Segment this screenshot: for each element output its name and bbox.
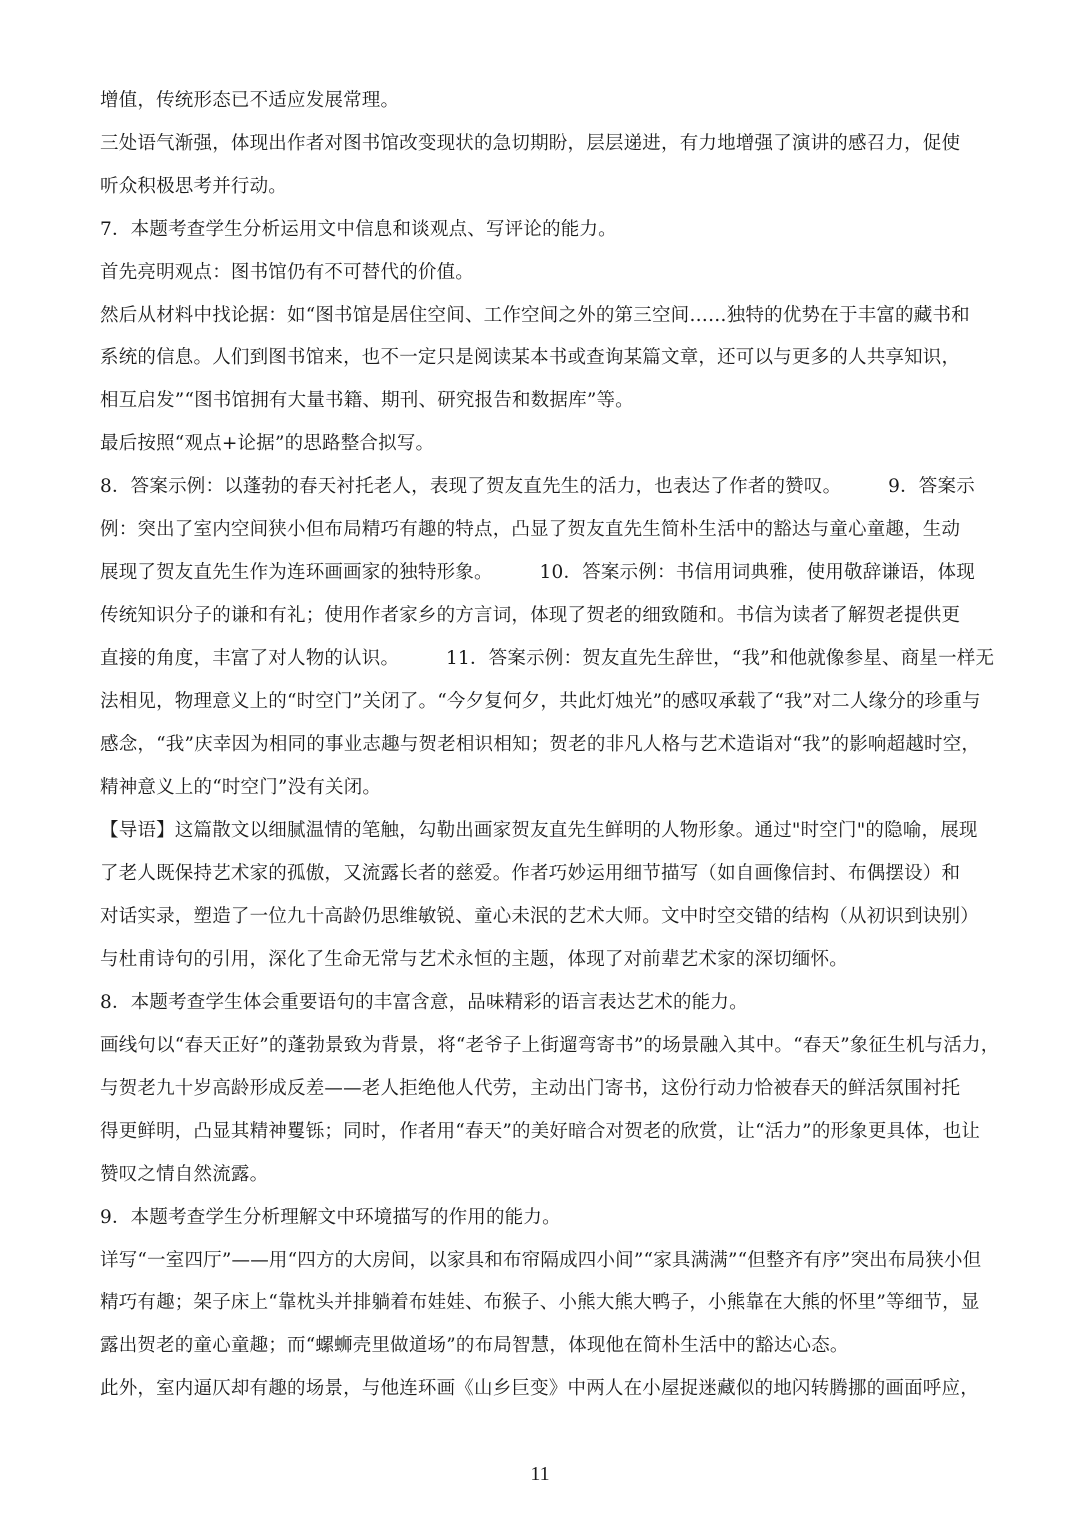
text-line: 与贺老九十岁高龄形成反差——老人拒绝他人代劳，主动出门寄书，这份行动力恰被春天的鲜活氛围衬托 xyxy=(100,1078,961,1099)
text-line: 首先亮明观点：图书馆仍有不可替代的价值。 xyxy=(100,262,475,283)
text-line: 9．本题考查学生分析理解文中环境描写的作用的能力。 xyxy=(100,1207,561,1228)
text-line: 系统的信息。人们到图书馆来，也不一定只是阅读某本书或查询某篇文章，还可以与更多的人共享知识， xyxy=(100,347,961,368)
text-line: 精巧有趣；架子床上“靠枕头并排躺着布娃娃、布猴子、小熊大熊大鸭子，小熊靠在大熊的怀里”等细节，显 xyxy=(100,1292,980,1313)
text-line: 此外，室内逼仄却有趣的场景，与他连环画《山乡巨变》中两人在小屋捉迷藏似的地闪转腾挪的画面呼应， xyxy=(100,1378,979,1399)
page-number: 11 xyxy=(530,1463,550,1485)
text-line: 感念，“我”庆幸因为相同的事业志趣与贺老相识相知；贺老的非凡人格与艺术造诣对“我”的影响超越时空， xyxy=(100,734,981,755)
text-line: 对话实录，塑造了一位九十高龄仍思维敏锐、童心未泯的艺术大师。文中时空交错的结构（从初识到诀别） xyxy=(100,906,979,927)
text-line: 法相见，物理意义上的“时空门”关闭了。“今夕复何夕，共此灯烛光”的感叹承载了“我”对二人缘分的珍重与 xyxy=(100,691,981,712)
text-line: 露出贺老的童心童趣；而“螺蛳壳里做道场”的布局智慧，体现他在简朴生活中的豁达心态。 xyxy=(100,1335,849,1356)
text-line: 【导语】这篇散文以细腻温情的笔触，勾勒出画家贺友直先生鲜明的人物形象。通过"时空门"的隐喻，展现 xyxy=(100,820,978,841)
text-line: 8．答案示例：以蓬勃的春天衬托老人，表现了贺友直先生的活力，也表达了作者的赞叹。 9．答案示 xyxy=(100,476,975,497)
text-line: 三处语气渐强，体现出作者对图书馆改变现状的急切期盼，层层递进，有力地增强了演讲的感召力，促使 xyxy=(100,133,961,154)
text-line: 画线句以“春天正好”的蓬勃景致为背景，将“老爷子上街遛弯寄书”的场景融入其中。“春天”象征生机与活力， xyxy=(100,1035,1000,1056)
text-line: 详写“一室四厅”——用“四方的大房间，以家具和布帘隔成四小间”“家具满满”“但整齐有序”突出布局狭小但 xyxy=(100,1250,982,1271)
text-line: 直接的角度，丰富了对人物的认识。 11．答案示例：贺友直先生辞世，“我”和他就像参星、商星一样无 xyxy=(100,648,995,669)
text-line: 得更鲜明，凸显其精神矍铄；同时，作者用“春天”的美好暗合对贺老的欣赏，让“活力”的形象更具体，也让 xyxy=(100,1121,981,1142)
text-line: 了老人既保持艺术家的孤傲，又流露长者的慈爱。作者巧妙运用细节描写（如自画像信封、布偶摆设）和 xyxy=(100,863,961,884)
text-line: 展现了贺友直先生作为连环画画家的独特形象。 10．答案示例：书信用词典雅，使用敬辞谦语，体现 xyxy=(100,562,975,583)
text-line: 精神意义上的“时空门”没有关闭。 xyxy=(100,777,382,798)
text-line: 最后按照“观点+论据”的思路整合拟写。 xyxy=(100,433,435,454)
text-line: 听众积极思考并行动。 xyxy=(100,176,288,197)
text-line: 7．本题考查学生分析运用文中信息和谈观点、写评论的能力。 xyxy=(100,219,617,240)
text-line: 传统知识分子的谦和有礼；使用作者家乡的方言词，体现了贺老的细致随和。书信为读者了解贺老提供更 xyxy=(100,605,961,626)
text-line: 然后从材料中找论据：如“图书馆是居住空间、工作空间之外的第三空间……独特的优势在于丰富的藏书和 xyxy=(100,305,970,326)
text-line: 相互启发”“图书馆拥有大量书籍、期刊、研究报告和数据库”等。 xyxy=(100,390,634,411)
text-line: 赞叹之情自然流露。 xyxy=(100,1164,269,1185)
text-line: 增值，传统形态已不适应发展常理。 xyxy=(100,90,400,111)
text-line: 例：突出了室内空间狭小但布局精巧有趣的特点，凸显了贺友直先生简朴生活中的豁达与童心童趣，生动 xyxy=(100,519,961,540)
text-line: 8．本题考查学生体会重要语句的丰富含意，品味精彩的语言表达艺术的能力。 xyxy=(100,992,748,1013)
text-line: 与杜甫诗句的引用，深化了生命无常与艺术永恒的主题，体现了对前辈艺术家的深切缅怀。 xyxy=(100,949,849,970)
